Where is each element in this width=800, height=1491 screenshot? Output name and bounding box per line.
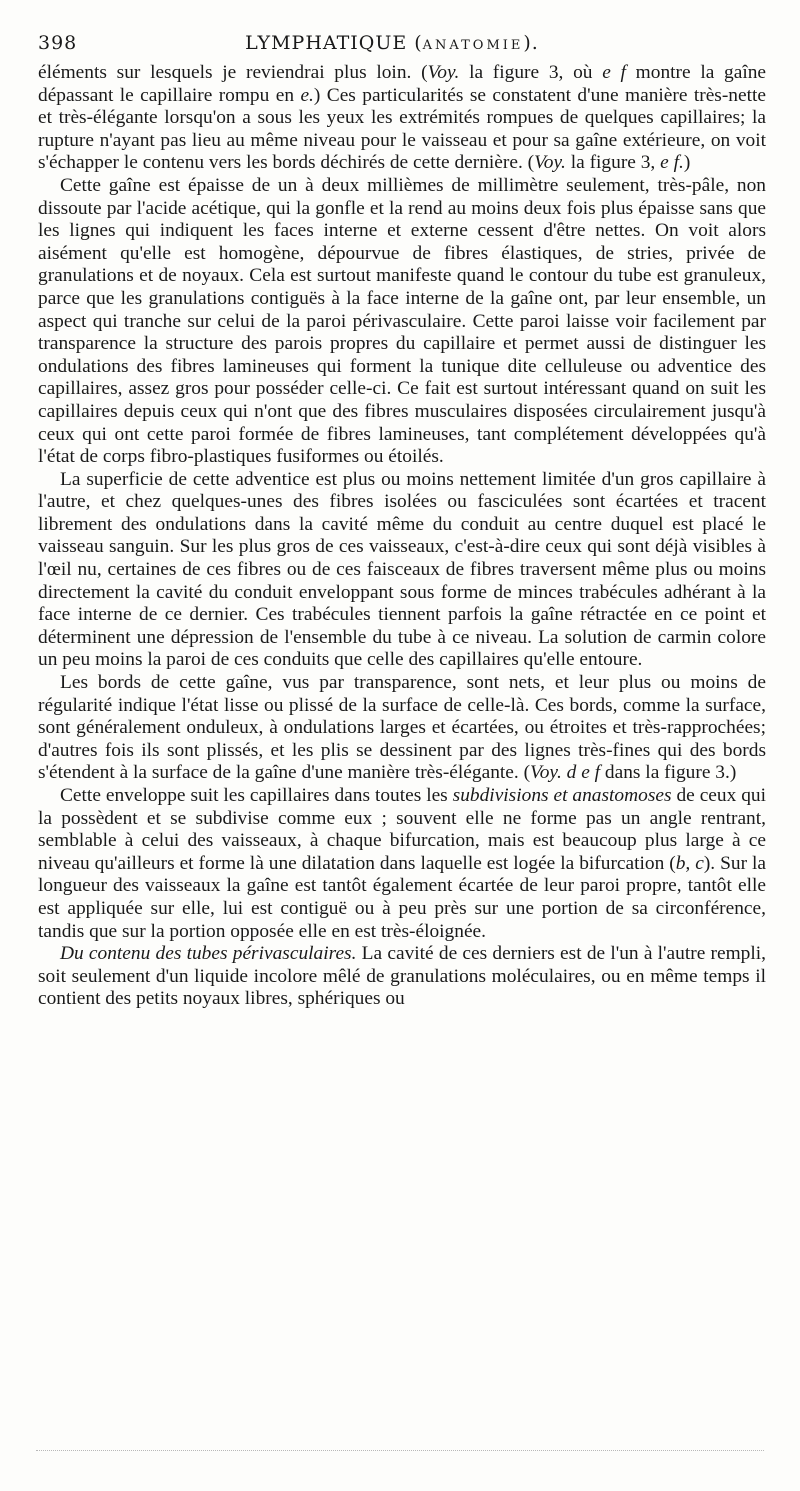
italic-text: Du contenu des tubes périvasculaires. (60, 943, 357, 965)
text-run: La cavité de ces derniers est de l'un à l'autre rempli, soit seulement d'un liquide incolore mêlé de granulations moléculaires, ou en même temps il contient des petits noyaux libres, sphériques ou (38, 943, 766, 1010)
italic-text: subdivisions et anastomoses (452, 785, 672, 806)
text-run: la figure 3, où (459, 62, 603, 83)
paragraph (38, 62, 766, 175)
text-run: Cette gaîne est épaisse de un à deux millièmes de millimètre seulement, très-pâle, non dissoute par l'acide acétique, qui la gonfle et la rend au moins deux fois plus épaisse sans que les lignes qui indiquent les faces interne et externe cessent d'être nettes. On voit alors aisément qu'elle est homogène, dépourvue de fibres élastiques, de stries, privée de granulations et de noyaux. Cela est surtout manifeste quand le contour du tube est granuleux, parce que les granulations contiguës à la face interne de la gaîne ont, par leur ensemble, un aspect qui tranche sur celui de la paroi périvasculaire. Cette paroi laisse voir facilement par transparence la structure des parois propres du capillaire et permet aussi de distinguer les ondulations des fibres lamineuses qui forment la tunique dite celluleuse ou adventice des capillaires, assez gros pour posséder celle-ci. Ce fait est surtout intéressant quand on suit les capillaires depuis ceux qui n'ont que des fibres musculaires disposées circulairement jusqu'à ceux qui ont cette paroi formée de fibres lamineuses, tant complétement développées qu'à l'état de corps fibro-plastiques fusiformes ou étoilés. (38, 174, 766, 468)
paragraph (38, 943, 766, 1011)
text-run: ) Ces particularités se constatent d'une manière très-nette et très-élégante lorsqu'on a sous les yeux les extrémités rompues de quelques capillaires; la rupture n'ayant pas lieu au même niveau pour le vaisseau et pour sa gaîne extérieure, on voit s'échapper le contenu vers les bords déchirés de cette dernière. ( (38, 84, 766, 174)
text-run: éléments sur lesquels je reviendrai plus loin. ( (38, 62, 428, 83)
paragraph (38, 785, 766, 943)
text-run: ). Sur la longueur des vaisseaux la gaîne est tantôt également écartée de leur paroi propre, tantôt elle est appliquée sur elle, lui est contiguë ou à peu près sur une portion de sa circonférence, tandis que sur la portion opposée elle en est très-éloignée. (38, 852, 766, 942)
body-text (38, 62, 766, 1011)
text-run: Les bords de cette gaîne, vus par transparence, sont nets, et leur plus ou moins de régularité indique l'état lisse ou plissé de la surface de celle-là. Ces bords, comme la surface, sont généralement onduleux, à ondulations larges et écartées, ou étroites et très-rapprochées; d'autres fois ils sont plissés, et les plis se dessinent par des lignes très-fines qui des bords s'étendent à la surface de la gaîne d'une manière très-élégante. ( (38, 672, 766, 784)
text-run: Cette enveloppe suit les capillaires dans toutes les (60, 785, 453, 806)
text-run: ) (683, 152, 691, 174)
page-number: 398 (38, 32, 78, 54)
text-run: de ceux qui la possèdent et se subdivise comme eux ; souvent elle ne forme pas un angle rentrant, semblable à celui des vaisseaux, à chaque bifurcation, mais est beaucoup plus large à ce niveau qu'ailleurs et forme là une dilatation dans laquelle est logée la bifurcation ( (38, 785, 766, 874)
italic-text: e f (602, 62, 626, 83)
running-title (118, 32, 766, 54)
text-run: La superficie de cette adventice est plus ou moins nettement limitée d'un gros capillaire à l'autre, et chez quelques-unes des fibres isolées ou fasciculées sont écartées et tracent librement des ondulations dans la cavité même du conduit au centre duquel est placé le vaisseau sanguin. Sur les plus gros de ces vaisseaux, c'est-à-dire ceux qui sont déjà visibles à l'œil nu, certaines de ces fibres ou de ces faisceaux de fibres traversent même plus ou moins directement la cavité du conduit enveloppant sous forme de minces trabécules adhérant à la face interne de ce dernier. Ces trabécules tiennent parfois la gaîne rétractée en ce point et déterminent une dépression de l'ensemble du tube à ce niveau. La solution de carmin colore un peu moins la paroi de ces conduits que celle des capillaires qu'elle entoure. (38, 468, 766, 671)
italic-text: e. (300, 84, 314, 106)
text-run: dans la figure 3.) (600, 762, 737, 784)
paragraph (38, 469, 766, 672)
italic-text: e f. (660, 152, 684, 174)
running-title-smallcaps: ANATOMIE (422, 38, 524, 53)
text-run: la figure 3, (565, 152, 661, 174)
page-header (38, 32, 766, 58)
italic-text: Voy. (534, 152, 566, 174)
footer-rule (36, 1450, 764, 1451)
text-run: montre la gaîne dépassant le capillaire rompu en (38, 62, 767, 106)
italic-text: b, c (675, 852, 704, 874)
italic-text: Voy. (427, 62, 460, 83)
running-title-close: ). (523, 32, 539, 54)
paragraph (38, 175, 766, 469)
running-title-main: LYMPHATIQUE ( (245, 32, 423, 54)
paragraph (38, 672, 766, 785)
italic-text: Voy. d e f (530, 762, 601, 784)
